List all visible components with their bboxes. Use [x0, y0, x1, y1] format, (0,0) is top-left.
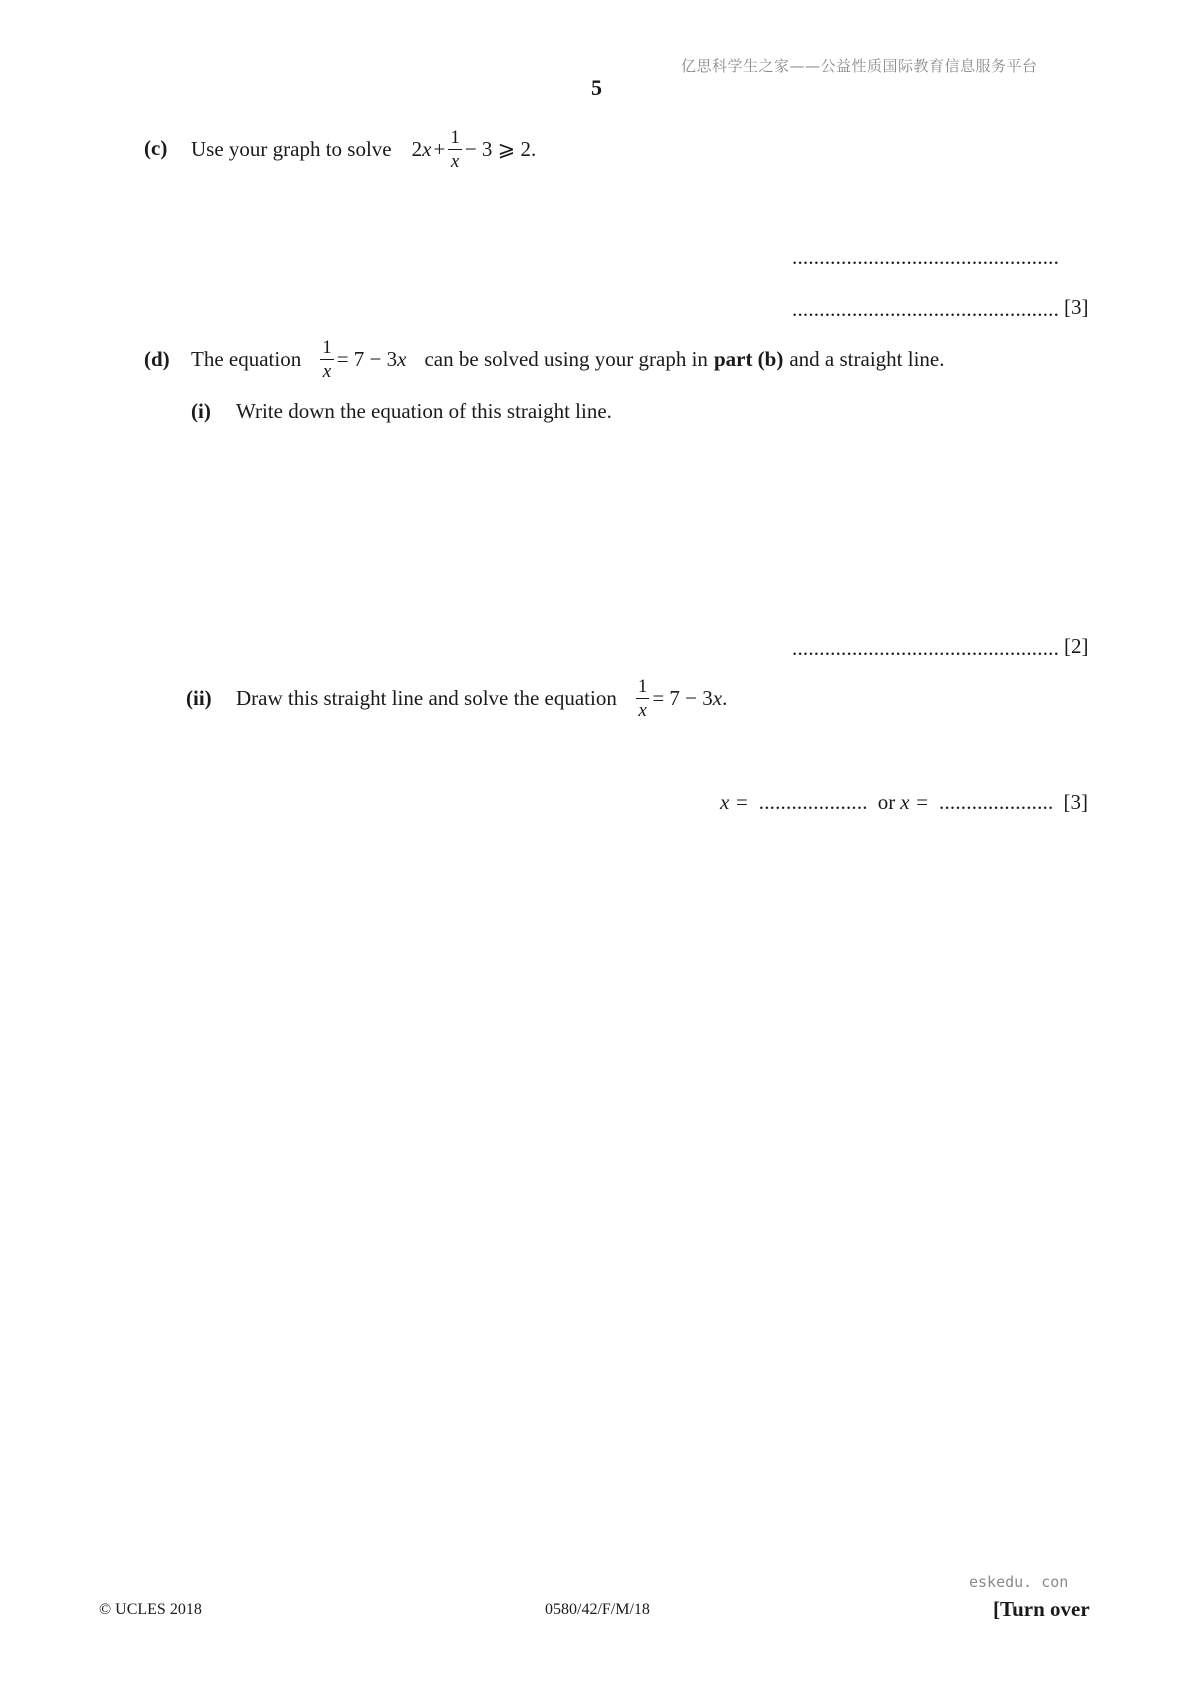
- part-d-eq-rhs-var: x: [397, 346, 407, 371]
- footer-copyright: © UCLES 2018: [99, 1601, 202, 1618]
- part-d-ii-marks: [3]: [1063, 790, 1088, 814]
- part-c-expr-prefix: 2: [411, 136, 423, 161]
- part-d-ii-question: [236, 673, 727, 723]
- part-d-ii-frac-den: x: [638, 699, 647, 721]
- part-d-ii-x-label-2: x =: [900, 790, 929, 814]
- part-d-i-answer-line[interactable]: .................................................: [792, 636, 1060, 660]
- part-c-label-bold: (c): [144, 136, 168, 160]
- part-d-frac-den: x: [322, 360, 332, 382]
- part-d-ii-label: (ii): [186, 686, 212, 710]
- part-c-prompt: Use your graph to solve: [191, 136, 392, 161]
- part-d-ii-eq-end: .: [722, 685, 728, 710]
- part-d-ii-frac-num: 1: [637, 675, 648, 697]
- part-c-marks: [3]: [1064, 295, 1089, 319]
- part-d-ii-fraction: [636, 677, 650, 720]
- footer-watermark: eskedu. con: [969, 1573, 1069, 1591]
- part-c-answer-line-2[interactable]: .................................................: [792, 297, 1060, 321]
- part-c-expr-var: x: [422, 136, 432, 161]
- part-d-i-label: (i): [191, 399, 211, 423]
- part-d-text-before-bold: can be solved using your graph in: [424, 346, 708, 371]
- part-c-expr-suffix: − 3 ⩾ 2.: [464, 136, 537, 161]
- part-d-ii-x-label-1: x =: [720, 790, 749, 814]
- part-d-question: [191, 334, 944, 384]
- part-d-eq-rhs-prefix: = 7 − 3: [336, 346, 398, 371]
- part-d-fraction: [320, 338, 334, 381]
- part-c-question: [191, 124, 536, 174]
- part-d-frac-num: 1: [322, 336, 332, 358]
- part-d-i-prompt: Write down the equation of this straight line.: [236, 399, 612, 423]
- part-d-ii-eq-rhs-prefix: = 7 − 3: [652, 685, 713, 710]
- part-c-expr-plus: +: [433, 136, 446, 161]
- footer-turn-over: [Turn over: [993, 1597, 1090, 1621]
- part-d-ii-answer-line-a[interactable]: ....................: [758, 790, 868, 814]
- part-d-ii-answer-line-b[interactable]: .....................: [939, 790, 1054, 814]
- part-c-answer-line-1[interactable]: .................................................: [792, 245, 1060, 269]
- part-c-fraction: [448, 128, 462, 171]
- header-watermark: 亿思科学生之家——公益性质国际教育信息服务平台: [681, 57, 1038, 75]
- page-number: 5: [591, 75, 602, 100]
- part-c-frac-den: x: [450, 150, 460, 172]
- part-d-ii-prompt: Draw this straight line and solve the equation: [236, 685, 617, 710]
- part-d-label: (d): [144, 347, 170, 371]
- part-d-ii-answer-row: [720, 790, 1088, 815]
- part-d-i-marks: [2]: [1064, 634, 1089, 658]
- part-d-text-after-bold: and a straight line.: [789, 346, 945, 371]
- part-c-frac-num: 1: [450, 126, 460, 148]
- part-d-ii-eq-rhs-var: x: [712, 685, 723, 710]
- footer-code: 0580/42/F/M/18: [545, 1601, 650, 1618]
- part-d-ii-or: or: [877, 790, 896, 814]
- part-d-intro: The equation: [191, 346, 302, 371]
- part-d-bold-ref: part (b): [713, 346, 784, 371]
